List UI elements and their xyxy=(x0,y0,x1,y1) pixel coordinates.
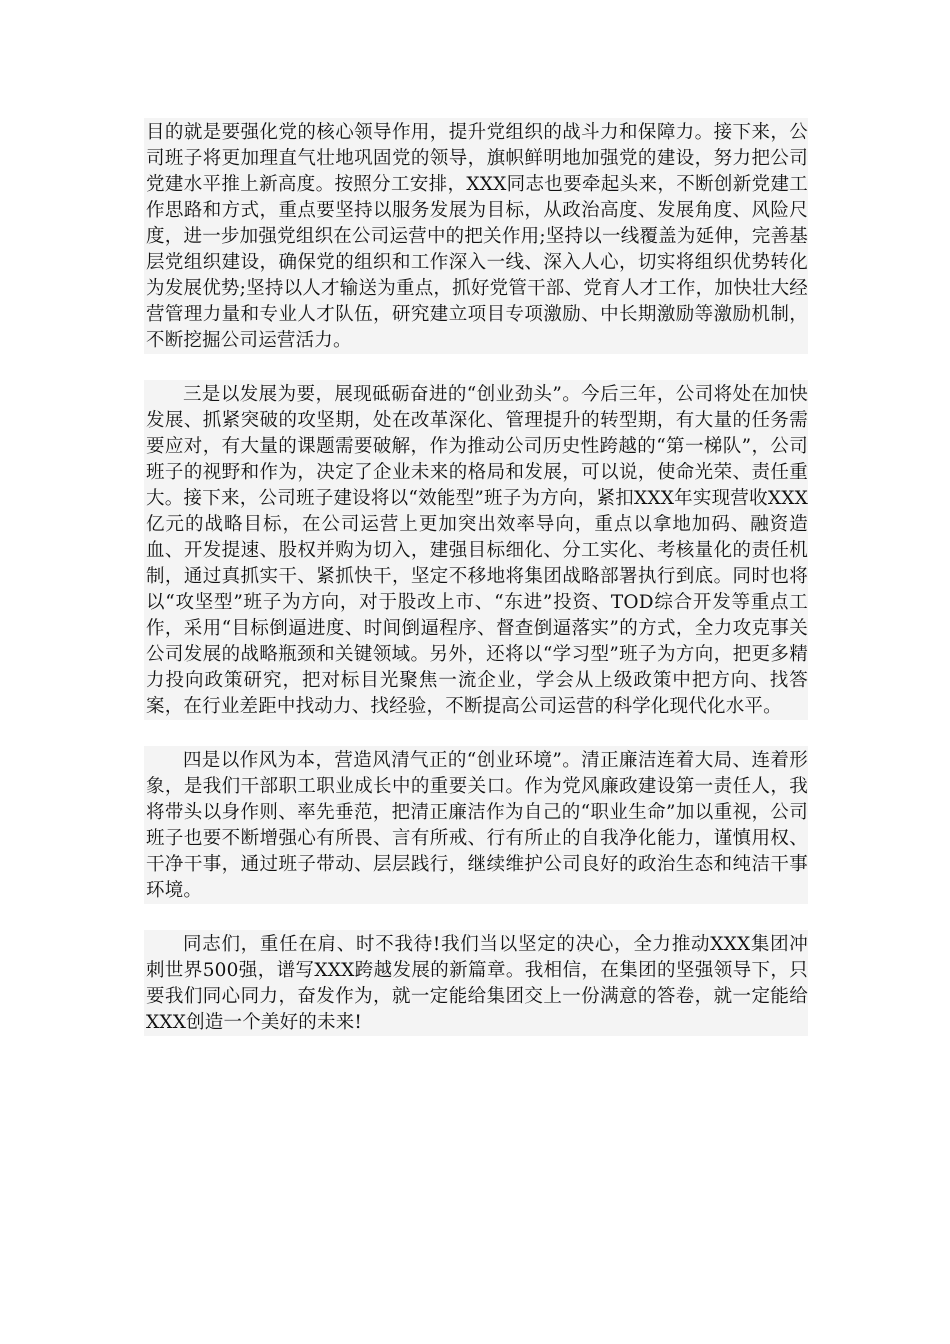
paragraph-gap xyxy=(144,904,808,930)
paragraph-gap xyxy=(144,354,808,380)
paragraph-work-style: 四是以作风为本，营造风清气正的“创业环境”。清正廉洁连着大局、连着形象，是我们干部职工职业成长中的重要关口。作为党风廉政建设第一责任人，我将带头以身作则、率先垂范，把清正廉洁作为自己的“职业生命”加以重视，公司班子也要不断增强心有所畏、言有所戒、行有所止的自我净化能力，谨慎用权、干净干事，通过班子带动、层层践行，继续维护公司良好的政治生态和纯洁干事环境。 xyxy=(144,746,808,904)
document-body xyxy=(144,118,808,1036)
paragraph-gap xyxy=(144,720,808,746)
paragraph-development: 三是以发展为要，展现砥砺奋进的“创业劲头”。今后三年，公司将处在加快发展、抓紧突破的攻坚期，处在改革深化、管理提升的转型期，有大量的任务需要应对，有大量的课题需要破解，作为推动公司历史性跨越的“第一梯队”，公司班子的视野和作为，决定了企业未来的格局和发展，可以说，使命光荣、责任重大。接下来，公司班子建设将以“效能型”班子为方向，紧扣XXX年实现营收XXX亿元的战略目标，在公司运营上更加突出效率导向，重点以拿地加码、融资造血、开发提速、股权并购为切入，建强目标细化、分工实化、考核量化的责任机制，通过真抓实干、紧抓快干，坚定不移地将集团战略部署执行到底。同时也将以“攻坚型”班子为方向，对于股改上市、“东进”投资、TOD综合开发等重点工作，采用“目标倒逼进度、时间倒逼程序、督查倒逼落实”的方式，全力攻克事关公司发展的战略瓶颈和关键领域。另外，还将以“学习型”班子为方向，把更多精力投向政策研究，把对标目光聚焦一流企业，学会从上级政策中把方向、找答案，在行业差距中找动力、找经验，不断提高公司运营的科学化现代化水平。 xyxy=(144,380,808,720)
paragraph-party-building: 目的就是要强化党的核心领导作用，提升党组织的战斗力和保障力。接下来，公司班子将更加理直气壮地巩固党的领导，旗帜鲜明地加强党的建设，努力把公司党建水平推上新高度。按照分工安排，XXX同志也要牵起头来，不断创新党建工作思路和方式，重点要坚持以服务发展为目标，从政治高度、发展角度、风险尺度，进一步加强党组织在公司运营中的把关作用;坚持以一线覆盖为延伸，完善基层党组织建设，确保党的组织和工作深入一线、深入人心，切实将组织优势转化为发展优势;坚持以人才输送为重点，抓好党管干部、党育人才工作，加快壮大经营管理力量和专业人才队伍，研究建立项目专项激励、中长期激励等激励机制，不断挖掘公司运营活力。 xyxy=(144,118,808,354)
paragraph-closing: 同志们，重任在肩、时不我待!我们当以坚定的决心，全力推动XXX集团冲刺世界500强，谱写XXX跨越发展的新篇章。我相信，在集团的坚强领导下，只要我们同心同力，奋发作为，就一定能给集团交上一份满意的答卷，就一定能给XXX创造一个美好的未来! xyxy=(144,930,808,1036)
